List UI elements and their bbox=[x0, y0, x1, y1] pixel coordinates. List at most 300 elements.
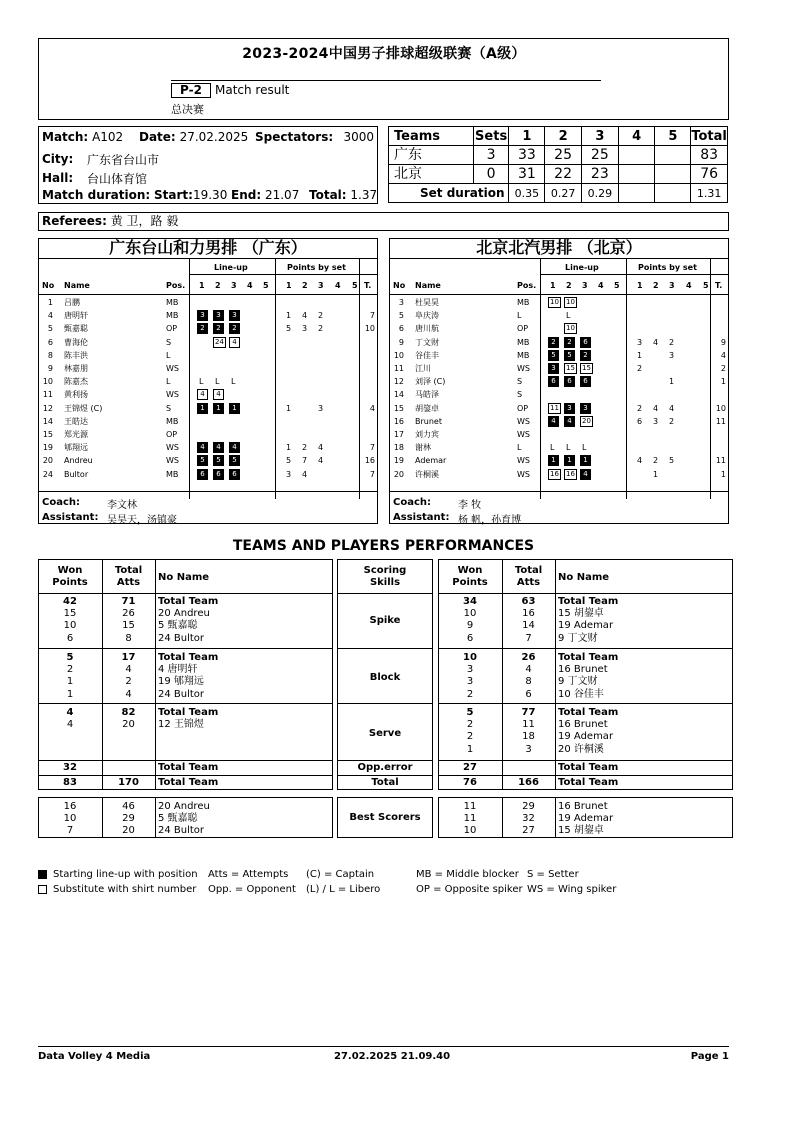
score-h-teams: Teams bbox=[389, 127, 474, 146]
player-number: 11 bbox=[42, 390, 53, 400]
player-name: 丁文财 bbox=[415, 337, 439, 347]
lineup-set-number: 5 bbox=[263, 281, 269, 290]
won-points: 2 bbox=[466, 688, 474, 700]
won-points: 2 bbox=[466, 731, 474, 743]
player-entry: 5 甄嘉聪 bbox=[158, 813, 198, 825]
score-h-total: Total bbox=[691, 128, 727, 144]
player-name: 唐川航 bbox=[415, 324, 439, 334]
set-points: 3 bbox=[637, 337, 643, 347]
player-name: 唐明轩 bbox=[64, 311, 88, 321]
set-points: 2 bbox=[318, 311, 324, 321]
player-name: 杜昊昊 bbox=[415, 298, 439, 307]
lineup-start-position: 5 bbox=[197, 455, 208, 466]
player-total: 9 bbox=[720, 337, 726, 347]
score-cell: 0 bbox=[473, 165, 509, 184]
won-points: 10 bbox=[63, 813, 77, 825]
skills-header: Skills bbox=[369, 577, 401, 588]
lineup-start-position: 3 bbox=[564, 403, 575, 414]
won-points: 5 bbox=[66, 652, 74, 663]
spectators-label: Spectators: bbox=[255, 130, 334, 144]
score-cell: 25 bbox=[545, 146, 582, 165]
player-number: 19 bbox=[42, 443, 53, 453]
player-position: WS bbox=[517, 416, 530, 426]
player-row bbox=[390, 362, 730, 375]
player-row bbox=[390, 428, 730, 441]
legend-start-icon bbox=[38, 870, 47, 879]
player-entry: 12 王锦煜 bbox=[158, 719, 204, 731]
player-name: 甄嘉聪 bbox=[64, 324, 88, 334]
player-row bbox=[39, 441, 379, 454]
attempts: 8 bbox=[525, 676, 532, 688]
lineup-substitute: 15 bbox=[580, 363, 593, 374]
player-position: MB bbox=[517, 298, 530, 307]
set-duration: 0.35 bbox=[509, 184, 545, 203]
player-number: 3 bbox=[398, 298, 404, 307]
player-row bbox=[390, 309, 730, 322]
player-row bbox=[39, 454, 379, 467]
total-header: Total bbox=[114, 565, 143, 576]
set-points: 4 bbox=[318, 443, 324, 453]
set-points: 7 bbox=[302, 456, 308, 466]
won-points: 2 bbox=[466, 719, 474, 731]
player-number: 11 bbox=[393, 364, 404, 373]
player-position: L bbox=[166, 350, 171, 360]
player-number: 20 bbox=[393, 469, 404, 479]
hall-value: 台山体育馆 bbox=[87, 172, 148, 186]
player-position: WS bbox=[517, 456, 530, 466]
attempts: 46 bbox=[122, 801, 135, 812]
set-points: 4 bbox=[318, 456, 324, 466]
perf-row-rule bbox=[438, 775, 733, 776]
match-info-box bbox=[38, 126, 378, 204]
lineup-start-position: 6 bbox=[580, 376, 591, 387]
lineup-start-position: 2 bbox=[213, 323, 224, 334]
total-team-label: Total Team bbox=[158, 596, 219, 607]
set-points: 3 bbox=[286, 469, 292, 479]
coach-label: Coach: bbox=[42, 497, 81, 508]
player-entry: 20 Andreu bbox=[158, 801, 210, 812]
player-number: 6 bbox=[398, 324, 404, 334]
perf-row-rule bbox=[438, 648, 733, 649]
lineup-set-number: 5 bbox=[614, 281, 620, 290]
player-number: 12 bbox=[42, 403, 53, 413]
player-number: 18 bbox=[393, 443, 404, 453]
player-row bbox=[39, 468, 379, 481]
player-total: 16 bbox=[364, 456, 375, 466]
player-number: 15 bbox=[42, 430, 53, 439]
perf-row-rule bbox=[438, 760, 733, 761]
attempts: 29 bbox=[122, 813, 135, 825]
pos-header: Pos. bbox=[166, 281, 186, 290]
won-points: 15 bbox=[63, 608, 77, 620]
player-row bbox=[390, 296, 730, 309]
referees-box bbox=[38, 212, 729, 231]
player-name: 郇翔远 bbox=[64, 443, 88, 453]
atts-header: Atts bbox=[116, 577, 141, 588]
roster-rule bbox=[39, 491, 378, 492]
player-row bbox=[39, 309, 379, 322]
lineup-substitute: 4 bbox=[213, 389, 224, 400]
roster-rule bbox=[189, 274, 378, 275]
lineup-start-position: 2 bbox=[580, 350, 591, 361]
score-cell: 25 bbox=[581, 146, 618, 165]
player-entry: 10 谷佳丰 bbox=[558, 688, 604, 700]
won-points: 4 bbox=[66, 707, 74, 718]
lineup-start-position: 6 bbox=[229, 469, 240, 480]
won-points: 1 bbox=[66, 676, 74, 688]
points-set-number: 4 bbox=[335, 281, 341, 290]
player-entry: 16 Brunet bbox=[558, 801, 608, 812]
player-row bbox=[390, 454, 730, 467]
away-coach-name: 李 牧 bbox=[458, 500, 482, 511]
set-points: 2 bbox=[669, 337, 675, 347]
player-row bbox=[390, 349, 730, 362]
lineup-start-position: 6 bbox=[197, 469, 208, 480]
player-total: 1 bbox=[720, 469, 726, 479]
player-row bbox=[390, 388, 730, 401]
player-entry: 5 甄嘉聪 bbox=[158, 620, 198, 632]
player-position: S bbox=[166, 403, 172, 413]
performance-title: TEAMS AND PLAYERS PERFORMANCES bbox=[232, 538, 535, 554]
won-points: 3 bbox=[466, 664, 474, 676]
attempts: 27 bbox=[522, 825, 535, 837]
player-number: 15 bbox=[393, 403, 404, 413]
player-row bbox=[39, 375, 379, 388]
lineup-start-position: 1 bbox=[580, 455, 591, 466]
player-position: S bbox=[517, 377, 523, 387]
player-name: 马皓泽 bbox=[415, 390, 439, 400]
player-total: 10 bbox=[364, 324, 375, 334]
set-points: 4 bbox=[637, 456, 643, 466]
player-row bbox=[390, 441, 730, 454]
won-points: 1 bbox=[466, 743, 474, 755]
attempts: 15 bbox=[122, 620, 135, 632]
lineup-libero: L bbox=[199, 377, 204, 387]
player-position: MB bbox=[517, 350, 530, 360]
attempts: 77 bbox=[521, 707, 536, 718]
scoring-header: Scoring bbox=[363, 565, 407, 576]
no-name-header: No Name bbox=[158, 572, 210, 583]
skill-opp-error: Opp.error bbox=[357, 762, 413, 773]
attempts: 2 bbox=[125, 676, 132, 688]
attempts: 170 bbox=[118, 777, 139, 788]
assistant-label: Assistant: bbox=[393, 512, 450, 523]
score-cell bbox=[655, 146, 691, 165]
player-position: OP bbox=[166, 324, 178, 334]
lineup-substitute: 10 bbox=[564, 297, 577, 308]
total-team-label: Total Team bbox=[558, 596, 619, 607]
total-header: T. bbox=[715, 281, 723, 290]
lineup-start-position: 6 bbox=[213, 469, 224, 480]
player-position: WS bbox=[166, 364, 179, 373]
footer-timestamp: 27.02.2025 21.09.40 bbox=[334, 1051, 451, 1062]
player-name: 王皓达 bbox=[64, 416, 88, 426]
lineup-header: Line-up bbox=[565, 263, 599, 272]
player-name: 王锦煜 (C) bbox=[64, 403, 103, 413]
attempts: 3 bbox=[525, 743, 532, 755]
player-total: 1 bbox=[720, 377, 726, 387]
lineup-set-number: 4 bbox=[247, 281, 253, 290]
set-points: 6 bbox=[637, 416, 643, 426]
roster-rule bbox=[390, 294, 729, 295]
player-name: 林嘉朋 bbox=[64, 364, 88, 373]
lineup-set-number: 1 bbox=[550, 281, 556, 290]
score-cell: 83 bbox=[691, 146, 728, 165]
set-points: 4 bbox=[302, 311, 308, 321]
player-total: 4 bbox=[369, 403, 375, 413]
lineup-substitute: 16 bbox=[548, 469, 561, 480]
player-name: 黄利扬 bbox=[64, 390, 88, 400]
start-label: Start: bbox=[154, 188, 193, 202]
score-cell bbox=[618, 165, 655, 184]
lineup-start-position: 1 bbox=[213, 403, 224, 414]
set-duration bbox=[618, 184, 655, 203]
points-set-number: 1 bbox=[637, 281, 643, 290]
score-header-row bbox=[389, 127, 728, 146]
perf-row-rule bbox=[38, 648, 333, 649]
score-cell: 22 bbox=[545, 165, 582, 184]
header-rule bbox=[171, 80, 601, 81]
attempts: 71 bbox=[121, 596, 136, 607]
set-points: 2 bbox=[318, 324, 324, 334]
player-row bbox=[39, 402, 379, 415]
score-h-set5: 5 bbox=[655, 127, 691, 146]
points-header: Points bbox=[452, 577, 488, 588]
legend-libero: (L) / L = Libero bbox=[306, 884, 381, 895]
attempts: 26 bbox=[521, 652, 536, 663]
player-row bbox=[39, 362, 379, 375]
player-entry: 24 Bultor bbox=[158, 825, 205, 837]
player-position: WS bbox=[517, 469, 530, 479]
attempts: 166 bbox=[518, 777, 539, 788]
player-position: MB bbox=[166, 298, 179, 307]
player-name: 江川 bbox=[415, 364, 431, 373]
lineup-start-position: 5 bbox=[213, 455, 224, 466]
lineup-start-position: 1 bbox=[548, 455, 559, 466]
attempts: 4 bbox=[525, 664, 532, 676]
no-header: No bbox=[42, 281, 55, 290]
set-points: 3 bbox=[669, 350, 675, 360]
player-position: OP bbox=[517, 324, 529, 334]
total-team-label: Total Team bbox=[158, 707, 219, 718]
away-assistant-names: 杨 帆，孙育博 bbox=[458, 515, 522, 526]
player-number: 9 bbox=[398, 337, 404, 347]
lineup-libero: L bbox=[215, 377, 220, 387]
player-position: L bbox=[517, 311, 522, 321]
end-time: 21.07 bbox=[264, 188, 300, 202]
attempts: 32 bbox=[522, 813, 535, 825]
player-total: 7 bbox=[369, 311, 375, 321]
set-points: 2 bbox=[653, 456, 659, 466]
set-points: 4 bbox=[669, 403, 675, 413]
score-cell: 76 bbox=[691, 165, 728, 184]
legend-op: OP = Opposite spiker bbox=[416, 884, 523, 895]
player-name: 许桐溪 bbox=[415, 469, 439, 479]
lineup-set-number: 1 bbox=[199, 281, 205, 290]
won-points: 76 bbox=[463, 777, 477, 788]
player-position: MB bbox=[166, 311, 179, 321]
player-position: WS bbox=[166, 390, 179, 400]
player-row bbox=[390, 468, 730, 481]
player-entry: 15 胡鋆卓 bbox=[558, 825, 604, 837]
score-row-away bbox=[389, 165, 728, 184]
lineup-substitute: 4 bbox=[229, 337, 240, 348]
no-name-header: No Name bbox=[558, 572, 610, 583]
player-number: 20 bbox=[42, 456, 53, 466]
lineup-start-position: 4 bbox=[229, 442, 240, 453]
legend-captain: (C) = Captain bbox=[306, 869, 375, 880]
total-team-label: Total Team bbox=[158, 762, 219, 773]
lineup-start-position: 5 bbox=[548, 350, 559, 361]
won-points: 16 bbox=[63, 801, 77, 812]
perf-row-rule bbox=[337, 703, 433, 704]
total-label: Total: bbox=[309, 188, 347, 202]
attempts: 18 bbox=[522, 731, 535, 743]
player-name: 谢林 bbox=[415, 443, 431, 453]
no-header: No bbox=[393, 281, 406, 290]
score-team-away: 北京 bbox=[389, 165, 474, 184]
footer-software: Data Volley 4 Media bbox=[38, 1051, 151, 1062]
score-cell: 33 bbox=[509, 146, 545, 165]
total-header: T. bbox=[364, 281, 372, 290]
won-points: 42 bbox=[63, 596, 77, 607]
player-row bbox=[39, 336, 379, 349]
player-number: 14 bbox=[42, 416, 53, 426]
lineup-substitute: 10 bbox=[548, 297, 561, 308]
points-set-number: 5 bbox=[352, 281, 358, 290]
player-entry: 20 Andreu bbox=[158, 608, 210, 620]
lineup-start-position: 2 bbox=[564, 337, 575, 348]
lineup-libero: L bbox=[550, 443, 555, 453]
lineup-substitute: 15 bbox=[564, 363, 577, 374]
player-row bbox=[39, 415, 379, 428]
player-row bbox=[390, 415, 730, 428]
won-points: 1 bbox=[66, 688, 74, 700]
footer-rule bbox=[38, 1046, 729, 1047]
best-scorers-label: Best Scorers bbox=[349, 812, 421, 823]
player-number: 8 bbox=[47, 350, 53, 360]
lineup-header: Line-up bbox=[214, 263, 248, 272]
player-total: 2 bbox=[720, 364, 726, 373]
player-position: WS bbox=[517, 430, 530, 439]
lineup-libero: L bbox=[231, 377, 236, 387]
footer-page: Page 1 bbox=[690, 1051, 729, 1062]
lineup-start-position: 4 bbox=[564, 416, 575, 427]
lineup-start-position: 1 bbox=[229, 403, 240, 414]
roster-rule bbox=[390, 491, 729, 492]
lineup-start-position: 4 bbox=[197, 442, 208, 453]
won-points: 10 bbox=[463, 652, 477, 663]
player-number: 17 bbox=[393, 430, 404, 439]
attempts: 17 bbox=[121, 652, 136, 663]
player-number: 10 bbox=[42, 377, 53, 387]
score-cell: 3 bbox=[473, 146, 509, 165]
points-set-number: 2 bbox=[302, 281, 308, 290]
won-points: 34 bbox=[463, 596, 477, 607]
atts-header: Atts bbox=[516, 577, 541, 588]
page-title: 2023-2024中国男子排球超级联赛（A级） bbox=[242, 46, 526, 62]
lineup-start-position: 4 bbox=[213, 442, 224, 453]
player-position: L bbox=[517, 443, 522, 453]
points-set-number: 5 bbox=[703, 281, 709, 290]
set-points: 3 bbox=[653, 416, 659, 426]
player-name: 陈丰洪 bbox=[64, 350, 88, 360]
won-points: 10 bbox=[63, 620, 77, 632]
player-number: 4 bbox=[47, 311, 53, 321]
attempts: 14 bbox=[522, 620, 535, 632]
attempts: 8 bbox=[125, 632, 132, 644]
won-points: 2 bbox=[66, 664, 74, 676]
set-points: 1 bbox=[286, 403, 292, 413]
player-entry: 19 郇翔远 bbox=[158, 676, 204, 688]
player-entry: 19 Ademar bbox=[558, 731, 614, 743]
attempts: 82 bbox=[121, 707, 136, 718]
lineup-start-position: 4 bbox=[548, 416, 559, 427]
won-points: 32 bbox=[63, 762, 77, 773]
perf-row-rule bbox=[337, 648, 433, 649]
date-label: Date: bbox=[139, 130, 176, 144]
player-entry: 20 许桐溪 bbox=[558, 743, 604, 755]
score-row-home bbox=[389, 146, 728, 165]
points-set-number: 3 bbox=[669, 281, 675, 290]
player-position: S bbox=[517, 390, 523, 400]
legend-setter: S = Setter bbox=[527, 869, 579, 880]
score-cell bbox=[618, 146, 655, 165]
total-team-label: Total Team bbox=[558, 707, 619, 718]
player-entry: 24 Bultor bbox=[158, 632, 205, 644]
referees-names: 黄 卫，路 毅 bbox=[110, 214, 179, 228]
score-table bbox=[388, 126, 728, 203]
player-name: Brunet bbox=[415, 416, 442, 426]
player-name: 刘泽 (C) bbox=[415, 377, 446, 387]
attempts: 63 bbox=[521, 596, 536, 607]
lineup-libero: L bbox=[566, 311, 571, 321]
won-points: 9 bbox=[466, 620, 474, 632]
player-name: 胡鋆卓 bbox=[415, 403, 439, 413]
name-header: Name bbox=[415, 281, 441, 290]
referees-label: Referees: bbox=[42, 214, 107, 228]
player-position: OP bbox=[166, 430, 178, 439]
start-time: 19.30 bbox=[192, 188, 228, 202]
set-points: 5 bbox=[669, 456, 675, 466]
spectators-value: 3000 bbox=[343, 130, 374, 144]
perf-row-rule bbox=[337, 593, 433, 594]
skill-serve: Serve bbox=[368, 728, 402, 739]
player-name: 陈嘉杰 bbox=[64, 377, 88, 387]
player-entry: 19 Ademar bbox=[558, 813, 614, 825]
lineup-start-position: 3 bbox=[229, 310, 240, 321]
player-number: 5 bbox=[398, 311, 404, 321]
away-team-title: 北京北汽男排 （北京） bbox=[390, 239, 728, 259]
won-points: 10 bbox=[463, 608, 477, 620]
player-row bbox=[390, 402, 730, 415]
duration-label: Match duration: bbox=[42, 188, 151, 202]
set-points: 2 bbox=[637, 364, 643, 373]
player-total: 11 bbox=[715, 456, 726, 466]
set-duration: 0.29 bbox=[581, 184, 618, 203]
set-points: 1 bbox=[286, 311, 292, 321]
set-points: 4 bbox=[302, 469, 308, 479]
points-header: Points bbox=[52, 577, 88, 588]
score-h-set1: 1 bbox=[509, 127, 545, 146]
lineup-start-position: 1 bbox=[564, 455, 575, 466]
player-name: 谷佳丰 bbox=[415, 350, 439, 360]
lineup-start-position: 6 bbox=[548, 376, 559, 387]
lineup-start-position: 3 bbox=[548, 363, 559, 374]
points-set-number: 3 bbox=[318, 281, 324, 290]
player-name: 曹海伦 bbox=[64, 337, 88, 347]
player-number: 10 bbox=[393, 350, 404, 360]
